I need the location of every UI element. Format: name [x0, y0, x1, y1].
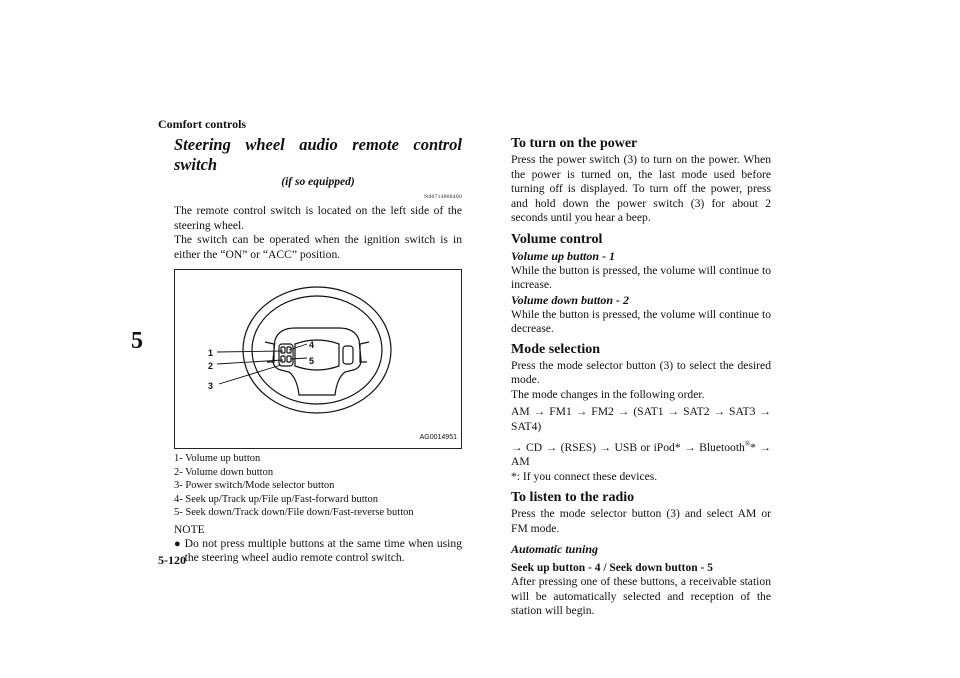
power-text: Press the power switch (3) to turn on the power. When the power is turned on, the last mode used before turning off is displayed. To turn off the power, press and hold down the power switch (3) for about 2 seconds until you hear a beep.: [511, 153, 771, 224]
page-number: 5-120: [158, 553, 186, 567]
volume-down-text: While the button is pressed, the volume will continue to decrease.: [511, 307, 771, 335]
registered-mark: ®: [744, 440, 751, 448]
seek-text: After pressing one of these buttons, a receivable station will be automatically selected and reception of the station will begin.: [511, 575, 771, 618]
running-header: Comfort controls: [158, 117, 247, 131]
legend-item: 2- Volume down button: [174, 466, 274, 478]
figure-label-5: 5: [309, 356, 315, 366]
intro-paragraph-2: The switch can be operated when the ignition switch is in either the “ON” or “ACC” position.: [174, 233, 462, 261]
power-heading: To turn on the power: [511, 136, 638, 151]
legend-item: 1- Volume up button: [174, 453, 261, 464]
auto-tuning-heading: Automatic tuning: [511, 542, 599, 557]
note-label: NOTE: [174, 523, 205, 536]
mode-order-2a: → CD → (RSES) → USB or iPod* → Bluetooth: [511, 440, 745, 454]
reference-code: N00714800400: [424, 193, 462, 200]
figure-code: AG0014951: [419, 433, 457, 441]
radio-heading: To listen to the radio: [511, 490, 635, 506]
section-title: Steering wheel audio remote control switch: [174, 135, 462, 174]
steering-wheel-illustration: [175, 270, 461, 448]
right-column: [511, 135, 771, 619]
legend-item: 5- Seek down/Track down/File down/Fast-reverse button: [174, 507, 414, 518]
legend-item: 3- Power switch/Mode selector button: [174, 480, 335, 491]
mode-footnote: *: If you connect these devices.: [511, 469, 658, 483]
volume-down-heading: Volume down button - 2: [511, 292, 630, 307]
volume-up-heading: Volume up button - 1: [511, 248, 616, 263]
radio-text: Press the mode selector button (3) and select AM or FM mode.: [511, 507, 771, 535]
mode-text-1: Press the mode selector button (3) to select the desired mode.: [511, 358, 771, 386]
volume-heading: Volume control: [511, 231, 603, 247]
legend-item: 4- Seek up/Track up/File up/Fast-forward button: [174, 493, 379, 505]
bullet-icon: ●: [174, 537, 181, 550]
mode-text-2: The mode changes in the following order.: [511, 387, 705, 401]
mode-order-1: AM → FM1 → FM2 → (SAT1 → SAT2 → SAT3 → SAT4): [511, 405, 771, 433]
intro-paragraph-1: The remote control switch is located on the left side of the steering wheel.: [174, 204, 462, 232]
volume-up-text: While the button is pressed, the volume will continue to increase.: [511, 263, 771, 291]
chapter-tab: 5: [131, 327, 143, 354]
mode-heading: Mode selection: [511, 341, 601, 357]
left-column: [174, 135, 462, 566]
note-text: Do not press multiple buttons at the same time when using the steering wheel audio remote control switch.: [184, 536, 462, 564]
note-item: [174, 537, 462, 566]
figure-legend: [174, 452, 462, 520]
figure-label-3: 3: [208, 381, 214, 391]
figure-label-4: 4: [309, 340, 315, 350]
seek-heading: Seek up button - 4 / Seek down button - 5: [511, 562, 713, 575]
mode-order-2: [511, 437, 771, 470]
figure-label-1: 1: [208, 348, 214, 358]
section-subtitle: (if so equipped): [281, 176, 355, 188]
steering-wheel-figure: [174, 269, 462, 449]
figure-label-2: 2: [208, 361, 214, 371]
mode-order-2b: * → AM: [511, 440, 771, 469]
